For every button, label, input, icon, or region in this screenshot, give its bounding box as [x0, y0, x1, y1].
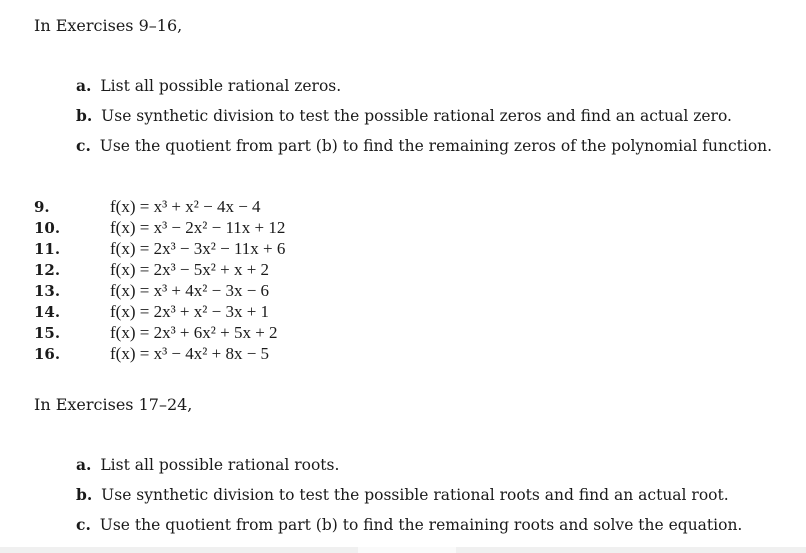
exercise-number: 14.: [34, 303, 61, 321]
exercise-item: [34, 322, 354, 343]
exercise-item: [34, 238, 354, 259]
step-text: Use the quotient from part (b) to find the remaining zeros of the polynomial function.: [99, 137, 773, 155]
section-1-intro: In Exercises 9–16,: [34, 16, 183, 35]
exercise-item: [34, 196, 354, 217]
exercise-number: 9.: [34, 198, 50, 216]
step-text: Use the quotient from part (b) to find the remaining roots and solve the equation.: [99, 516, 743, 534]
exercise-item: [34, 259, 354, 280]
step-letter: c.: [76, 136, 91, 155]
step-letter: a.: [76, 455, 92, 474]
step-text: List all possible rational roots.: [100, 456, 340, 474]
step-text: Use synthetic division to test the possible rational zeros and find an actual zero.: [101, 107, 732, 125]
exercise-number: 16.: [34, 345, 61, 363]
exercise-item: [34, 217, 354, 238]
exercise-number: 10.: [34, 219, 61, 237]
step-text: List all possible rational zeros.: [100, 77, 342, 95]
exercise-number: 15.: [34, 324, 61, 342]
exercise-equation: f(x) = 2x³ + 6x² + 5x + 2: [110, 323, 278, 342]
step-item: [76, 485, 742, 515]
exercise-equation: f(x) = 2x³ − 3x² − 11x + 6: [110, 239, 286, 258]
exercise-equation: f(x) = x³ + x² − 4x − 4: [110, 197, 261, 216]
step-item: [76, 106, 772, 136]
step-item: [76, 515, 742, 545]
exercise-equation: f(x) = 2x³ − 5x² + x + 2: [110, 260, 270, 279]
exercise-equation: f(x) = 2x³ + x² − 3x + 1: [110, 302, 270, 321]
bottom-edge-tab: [358, 547, 456, 553]
exercise-equation: f(x) = x³ + 4x² − 3x − 6: [110, 281, 270, 300]
step-letter: b.: [76, 485, 93, 504]
step-letter: c.: [76, 515, 91, 534]
exercise-equation: f(x) = x³ − 4x² + 8x − 5: [110, 344, 270, 363]
step-letter: a.: [76, 76, 92, 95]
exercise-number: 13.: [34, 282, 61, 300]
exercise-list: [34, 196, 354, 364]
exercise-item: [34, 301, 354, 322]
section-2-intro: In Exercises 17–24,: [34, 395, 193, 414]
exercise-item: [34, 280, 354, 301]
step-item: [76, 455, 742, 485]
step-letter: b.: [76, 106, 93, 125]
exercise-number: 11.: [34, 240, 61, 258]
section-1-steps: [76, 76, 772, 166]
exercise-equation: f(x) = x³ − 2x² − 11x + 12: [110, 218, 286, 237]
step-text: Use synthetic division to test the possible rational roots and find an actual root.: [101, 486, 729, 504]
section-2-steps: [76, 455, 742, 545]
step-item: [76, 76, 772, 106]
step-item: [76, 136, 772, 166]
exercise-number: 12.: [34, 261, 61, 279]
exercise-item: [34, 343, 354, 364]
